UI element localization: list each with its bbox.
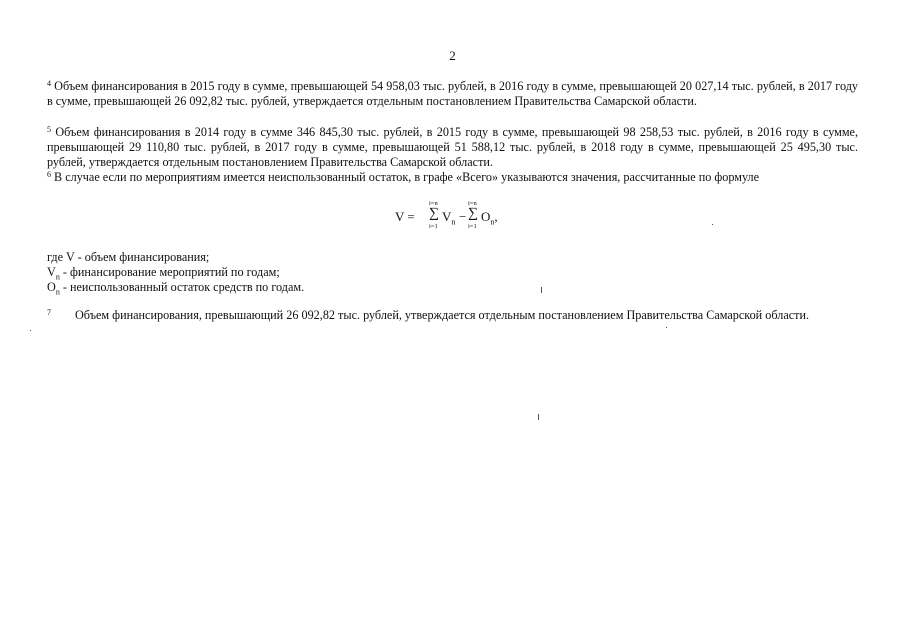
formula-sum2-sigma: ∑ <box>468 206 478 221</box>
footnote-7-text: Объем финансирования, превышающий 26 092,82 тыс. рублей, утверждается отдельным постановлением Правительства Самарской области. <box>75 308 810 322</box>
footnote-4-text: Объем финансирования в 2015 году в сумме, превышающей 54 958,03 тыс. рублей, в 2016 году в сумме, превышающей 20 027,14 тыс. рублей, в 2017 году в сумме, превышающей 26 092,82 тыс. рублей, утверждается отдельным постановлением Правительства Самарской области. <box>47 79 858 108</box>
formula-term1: $V_n$ <box>442 209 456 227</box>
footnote-5-mark: 5 <box>47 125 51 134</box>
formula-term2: $O_n$, <box>481 209 498 227</box>
scan-artifact <box>30 330 31 331</box>
formula-sum1-upper: i=n <box>429 200 438 207</box>
footnote-6-text: В случае если по мероприятиям имеется неиспользованный остаток, в графе «Всего» указываются значения, рассчитанные по формуле <box>54 170 760 184</box>
scan-artifact <box>541 287 542 293</box>
formula-sum2-upper: i=n <box>468 200 477 207</box>
footnote-6 <box>47 170 858 185</box>
formula <box>395 200 545 236</box>
formula-sum1-lower: i=1 <box>429 223 438 230</box>
scan-artifact <box>666 327 667 328</box>
footnote-4-mark: 4 <box>47 79 51 88</box>
scan-artifact <box>712 224 713 225</box>
formula-minus: − <box>459 209 467 224</box>
footnote-4 <box>47 79 858 109</box>
page-number: 2 <box>449 48 456 63</box>
formula-sum2-lower: i=1 <box>468 223 477 230</box>
formula-sum1-sigma: ∑ <box>429 206 439 221</box>
footnote-6-mark: 6 <box>47 170 51 179</box>
legend-line-vn: $V_n$ - финансирование мероприятий по годам; <box>47 265 280 282</box>
footnote-5-text: Объем финансирования в 2014 году в сумме 346 845,30 тыс. рублей, в 2015 году в сумме, превышающей 98 258,53 тыс. рублей, в 2016 году в сумме, превышающей 29 110,80 тыс. рублей, в 2017 году в сумме, превышающей 51 588,12 тыс. рублей, в 2018 году в сумме, превышающей 25 495,30 тыс. рублей, утверждается отдельным постановлением Правительства Самарской области. <box>47 125 859 169</box>
legend-line-on: $O_n$ - неиспользованный остаток средств по годам. <box>47 280 305 297</box>
formula-lhs: V = <box>395 209 415 224</box>
footnote-5 <box>47 125 858 170</box>
footnote-7: $^7$ Объем финансирования, превышающий 26 092,82 тыс. рублей, утверждается отдельным постановлением Правительства Самарской области. <box>47 308 810 322</box>
legend-line-v: где V - объем финансирования; <box>47 250 210 264</box>
scan-artifact <box>538 414 539 420</box>
